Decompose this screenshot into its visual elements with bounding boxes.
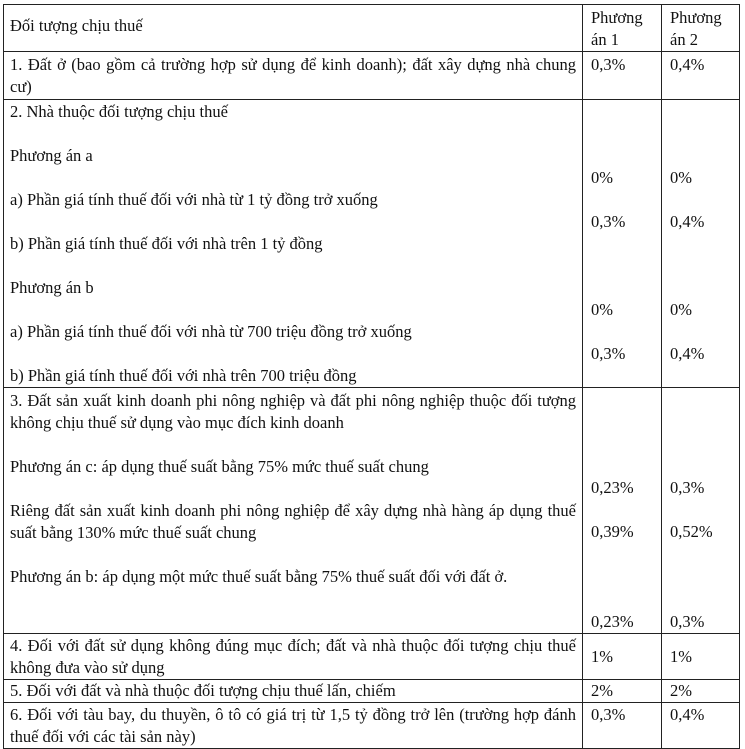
header-option-2-line1: Phương [670,8,722,27]
table-row [4,680,740,703]
row-4-label-cell [4,634,583,680]
row-6-label-cell [4,703,583,749]
row-3-special: Riêng đất sản xuất kinh doanh phi nông nghiệp để xây dựng nhà hàng áp dụng thuế suất bằng 130% mức thuế suất chung [10,501,576,542]
row-1-label: 1. Đất ở (bao gồm cả trường hợp sử dụng để kinh doanh); đất xây dựng nhà chung cư) [10,55,576,96]
row-2-a-label: a) Phần giá tính thuế đối với nhà từ 1 tỷ đồng trở xuống [10,190,378,209]
row-5-option-2-value: 2% [670,681,692,700]
row-6-option-2-cell [662,703,740,749]
row-6-label: 6. Đối với tàu bay, du thuyền, ô tô có giá trị từ 1,5 tỷ đồng trở lên (trường hợp đánh thuế đối với các tài sản này) [10,705,576,746]
table-header-row [4,5,740,52]
row-2-a-option-2-value: 0% [670,168,692,187]
row-2-option-2-cell [662,100,740,388]
header-subject-label: Đối tượng chịu thuế [10,16,143,35]
row-2-label-cell [4,100,583,388]
table-row [4,634,740,680]
table-row [4,100,740,388]
row-3-option-b: Phương án b: áp dụng một mức thuế suất bằng 75% thuế suất đối với đất ở. [10,567,508,586]
row-3-s-option-1-value: 0,39% [591,522,634,541]
row-1-label-cell [4,52,583,100]
table-row [4,52,740,100]
header-option-2-line2: án 2 [670,30,698,49]
row-6-option-1-cell [583,703,662,749]
row-3-label: 3. Đất sản xuất kinh doanh phi nông nghiệp và đất phi nông nghiệp thuộc đối tượng không chịu thuế sử dụng vào mục đích kinh doanh [10,391,576,432]
row-1-option-2-value: 0,4% [670,55,705,74]
row-3-option-c: Phương án c: áp dụng thuế suất bằng 75% mức thuế suất chung [10,457,429,476]
row-4-label: 4. Đối với đất sử dụng không đúng mục đích; đất và nhà thuộc đối tượng chịu thuế không đưa vào sử dụng [10,636,576,677]
row-1-option-1-value: 0,3% [591,55,626,74]
row-3-option-2-cell [662,388,740,634]
row-6-option-2-value: 0,4% [670,705,705,724]
row-2-b-option-1-value: 0,3% [591,212,626,231]
row-2-label: 2. Nhà thuộc đối tượng chịu thuế [10,102,228,121]
header-option-1-line2: án 1 [591,30,619,49]
row-3-option-1-cell [583,388,662,634]
row-2-c-option-2-value: 0% [670,300,692,319]
row-3-c-option-2-value: 0,3% [670,478,705,497]
header-option-1-line1: Phương [591,8,643,27]
row-4-option-2-cell [662,634,740,680]
header-cell-option-1 [583,5,662,52]
row-2-c-label: a) Phần giá tính thuế đối với nhà từ 700 triệu đồng trở xuống [10,322,412,341]
row-2-d-option-2-value: 0,4% [670,344,705,363]
row-2-option-b: Phương án b [10,278,94,297]
row-4-option-2-value: 1% [670,647,692,666]
table-row [4,388,740,634]
row-5-option-2-cell [662,680,740,703]
header-cell-option-2 [662,5,740,52]
row-5-option-1-value: 2% [591,681,613,700]
row-1-option-2-cell [662,52,740,100]
row-2-b-option-2-value: 0,4% [670,212,705,231]
row-3-label-cell [4,388,583,634]
row-2-d-label: b) Phần giá tính thuế đối với nhà trên 700 triệu đồng [10,366,357,385]
row-2-d-option-1-value: 0,3% [591,344,626,363]
table-row [4,703,740,749]
row-1-option-1-cell [583,52,662,100]
row-5-label-cell [4,680,583,703]
row-4-option-1-value: 1% [591,647,613,666]
row-3-b-option-1-value: 0,23% [591,612,634,631]
row-2-option-a: Phương án a [10,146,93,165]
row-4-option-1-cell [583,634,662,680]
row-5-label: 5. Đối với đất và nhà thuộc đối tượng chịu thuế lấn, chiếm [10,681,396,700]
row-2-b-label: b) Phần giá tính thuế đối với nhà trên 1 tỷ đồng [10,234,323,253]
row-6-option-1-value: 0,3% [591,705,626,724]
row-3-s-option-2-value: 0,52% [670,522,713,541]
row-5-option-1-cell [583,680,662,703]
row-2-c-option-1-value: 0% [591,300,613,319]
row-3-b-option-2-value: 0,3% [670,612,705,631]
header-cell-subject [4,5,583,52]
tax-rate-table [3,4,740,749]
row-2-a-option-1-value: 0% [591,168,613,187]
row-3-c-option-1-value: 0,23% [591,478,634,497]
row-2-option-1-cell [583,100,662,388]
